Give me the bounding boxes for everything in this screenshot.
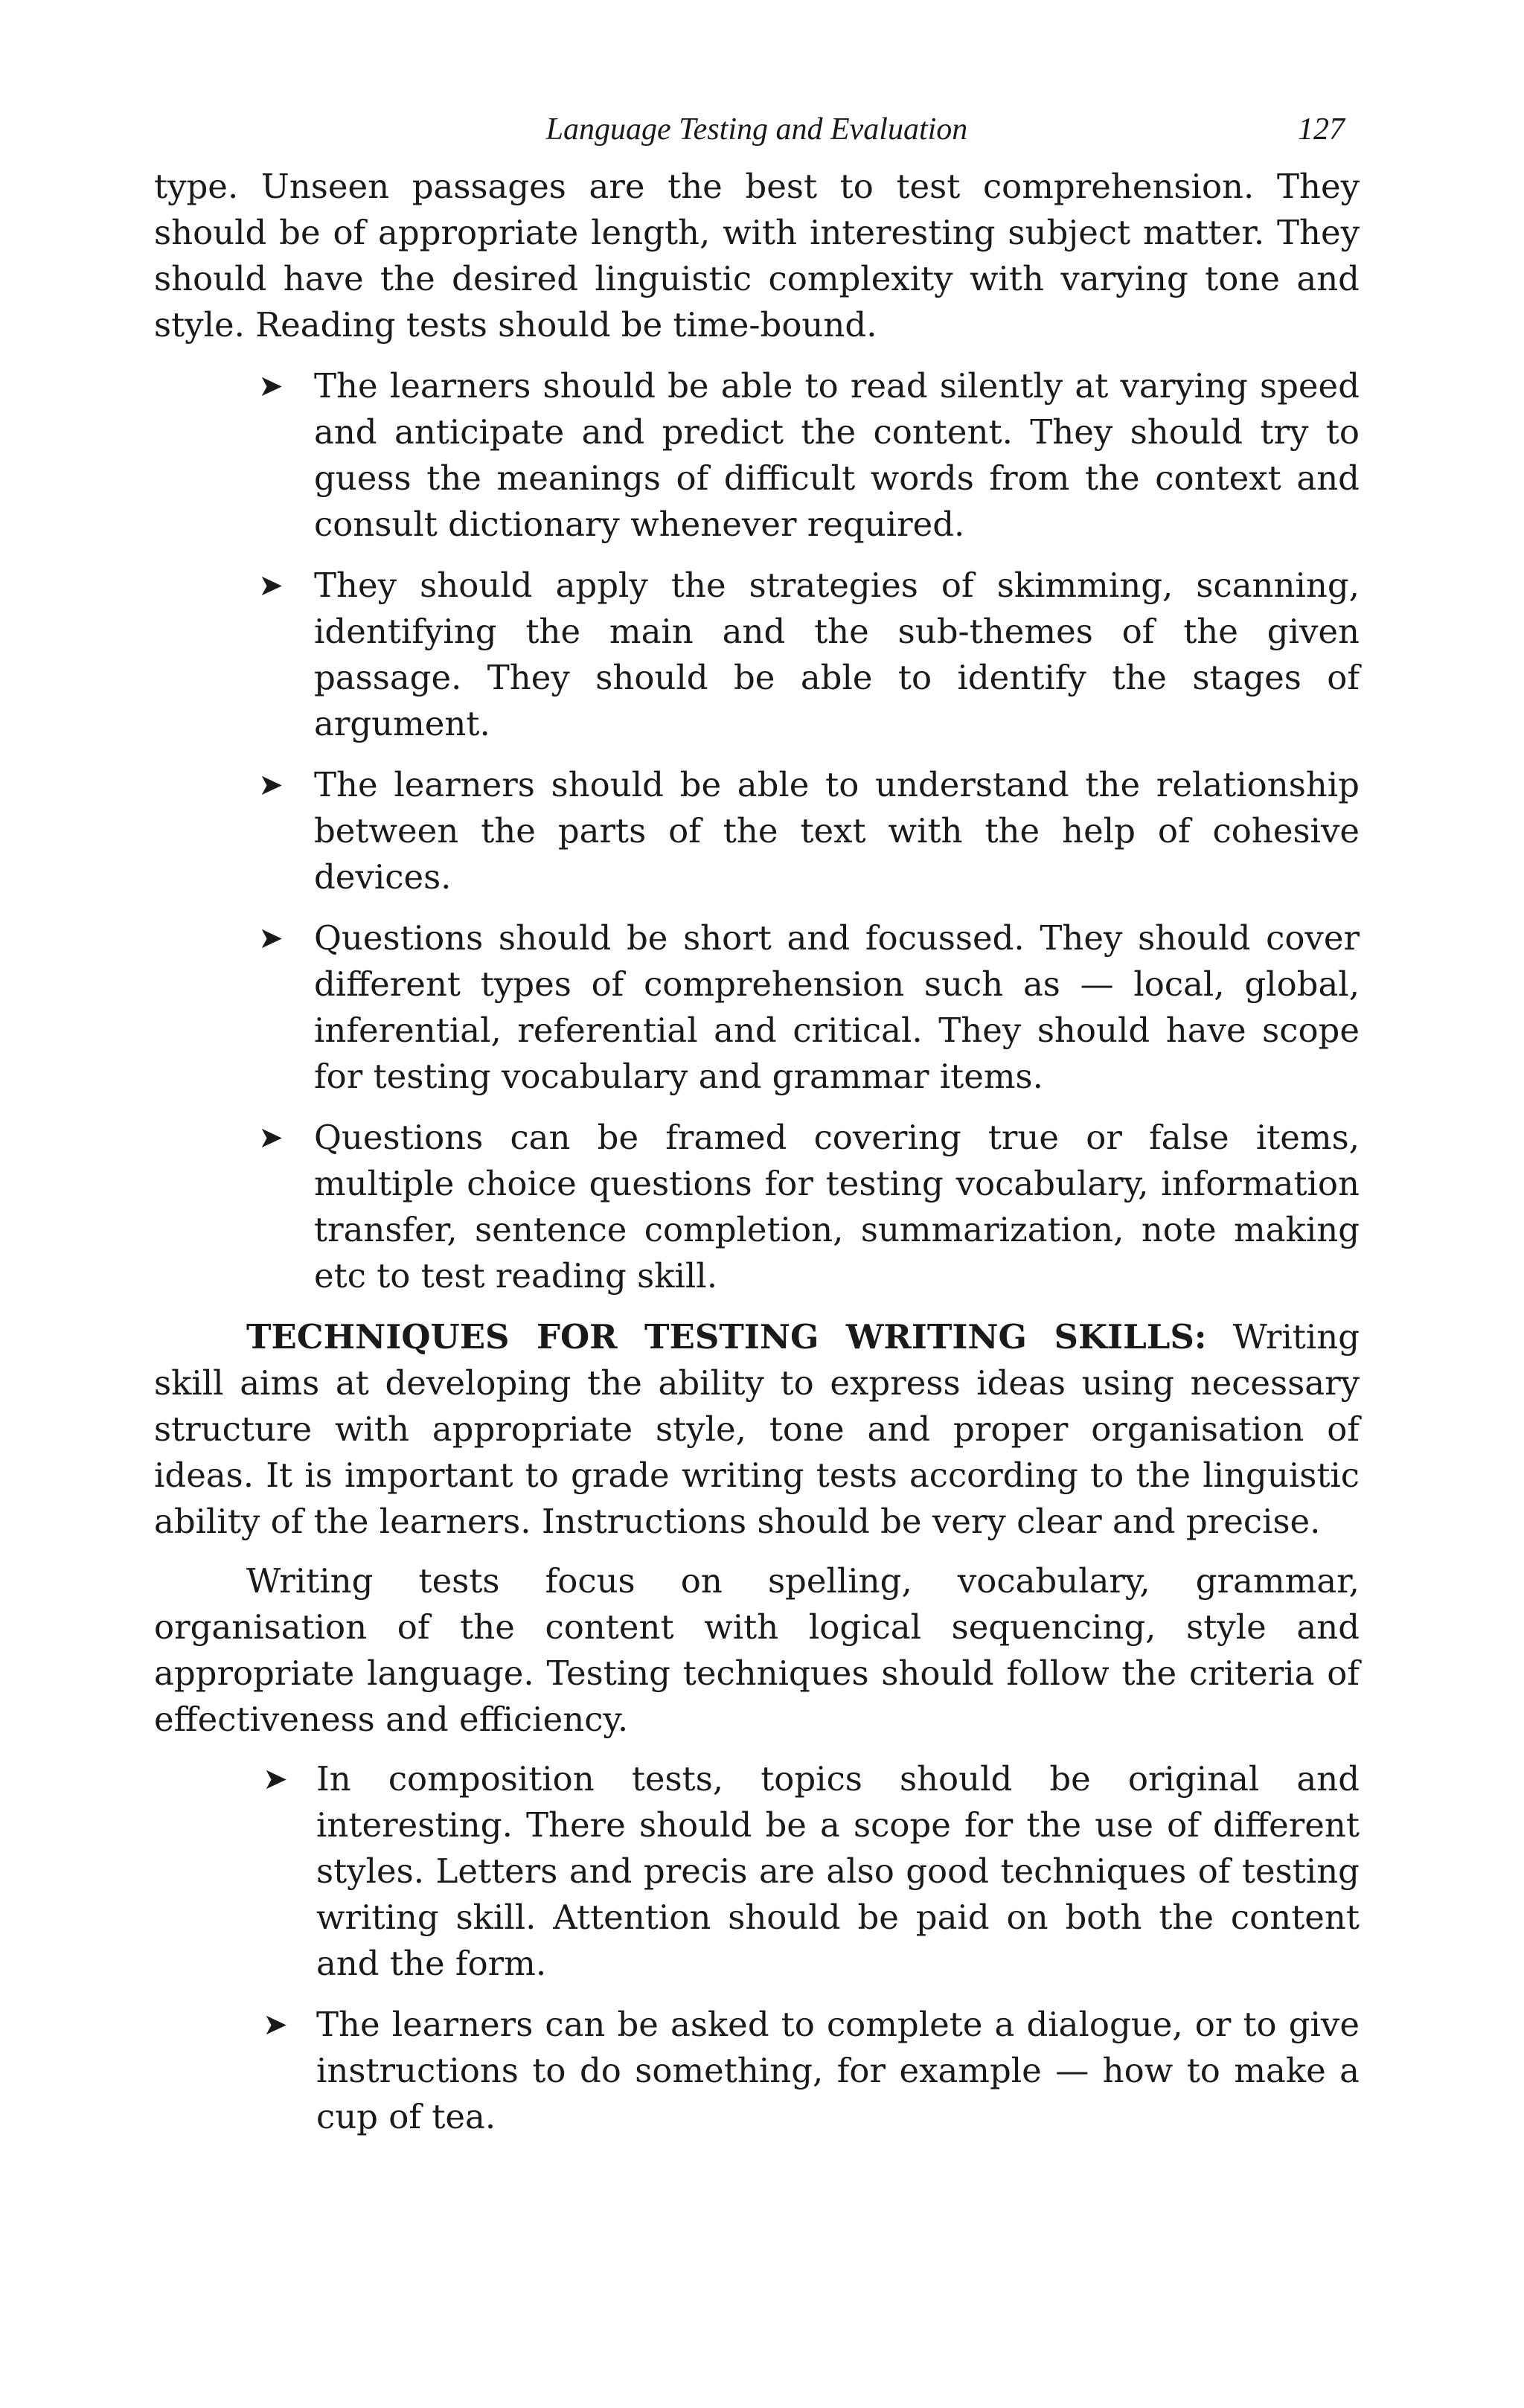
body-text bbox=[154, 164, 1360, 2140]
list-item-text: They should apply the strategies of skimming, scanning, identifying the main and the sub-themes of the given passage. They should be able to identify the stages of argument. bbox=[314, 566, 1360, 743]
writing-heading-paragraph bbox=[154, 1314, 1360, 1545]
section-heading-text: Writing skill aims at developing the ability to express ideas using necessary structure with appropriate style, tone and proper organisation of ideas. It is important to grade writing tests according to the linguistic ability of the learners. Instructions should be very clear and precise. bbox=[154, 1317, 1360, 1541]
list-item bbox=[154, 1756, 1360, 1987]
reading-intro-paragraph: type. Unseen passages are the best to test comprehension. They should be of appropriate length, with interesting subject matter. They should have the desired linguistic complexity with varying tone and style. Reading tests should be time-bound. bbox=[154, 167, 1360, 345]
arrowhead-bullet-icon: ➤ bbox=[258, 921, 284, 955]
page-number: 127 bbox=[1298, 112, 1345, 147]
book-page bbox=[154, 112, 1360, 2155]
running-title: Language Testing and Evaluation bbox=[545, 112, 968, 147]
list-item bbox=[154, 363, 1360, 548]
list-item-text: Questions should be short and focussed. They should cover different types of comprehension such as — local, global, inferential, referential and critical. They should have scope for testing vocabulary and grammar items. bbox=[314, 918, 1360, 1096]
arrowhead-bullet-icon: ➤ bbox=[258, 1121, 284, 1155]
section-heading: TECHNIQUES FOR TESTING WRITING SKILLS: bbox=[246, 1317, 1207, 1357]
list-item-text: The learners should be able to read silently at varying speed and anticipate and predict the content. They should try to guess the meanings of difficult words from the context and consult dictionary whenever required. bbox=[314, 366, 1360, 544]
list-item-text: In composition tests, topics should be original and interesting. There should be a scope for the use of different styles. Letters and precis are also good techniques of testing writing skill. Attention should be paid on both the content and the form. bbox=[316, 1759, 1360, 1983]
writing-paragraph: Writing tests focus on spelling, vocabulary, grammar, organisation of the content with logical sequencing, style and appropriate language. Testing techniques should follow the criteria of effectiveness and efficiency. bbox=[154, 1561, 1360, 1739]
arrowhead-bullet-icon: ➤ bbox=[258, 569, 284, 603]
list-item bbox=[154, 1115, 1360, 1299]
list-item bbox=[154, 915, 1360, 1100]
reading-bullet-list bbox=[154, 363, 1360, 1299]
arrowhead-bullet-icon: ➤ bbox=[258, 369, 284, 403]
list-item-text: The learners should be able to understand the relationship between the parts of the text with the help of cohesive devices. bbox=[314, 765, 1360, 897]
arrowhead-bullet-icon: ➤ bbox=[263, 2008, 288, 2042]
arrowhead-bullet-icon: ➤ bbox=[263, 1762, 288, 1796]
writing-bullet-list bbox=[154, 1756, 1360, 2140]
list-item bbox=[154, 563, 1360, 747]
list-item-text: Questions can be framed covering true or false items, multiple choice questions for testing vocabulary, information transfer, sentence completion, summarization, note making etc to test reading skill. bbox=[314, 1118, 1360, 1296]
running-head bbox=[154, 112, 1360, 164]
list-item-text: The learners can be asked to complete a dialogue, or to give instructions to do something, for example — how to make a cup of tea. bbox=[316, 2005, 1360, 2136]
list-item bbox=[154, 2002, 1360, 2140]
list-item bbox=[154, 762, 1360, 900]
arrowhead-bullet-icon: ➤ bbox=[258, 768, 284, 802]
